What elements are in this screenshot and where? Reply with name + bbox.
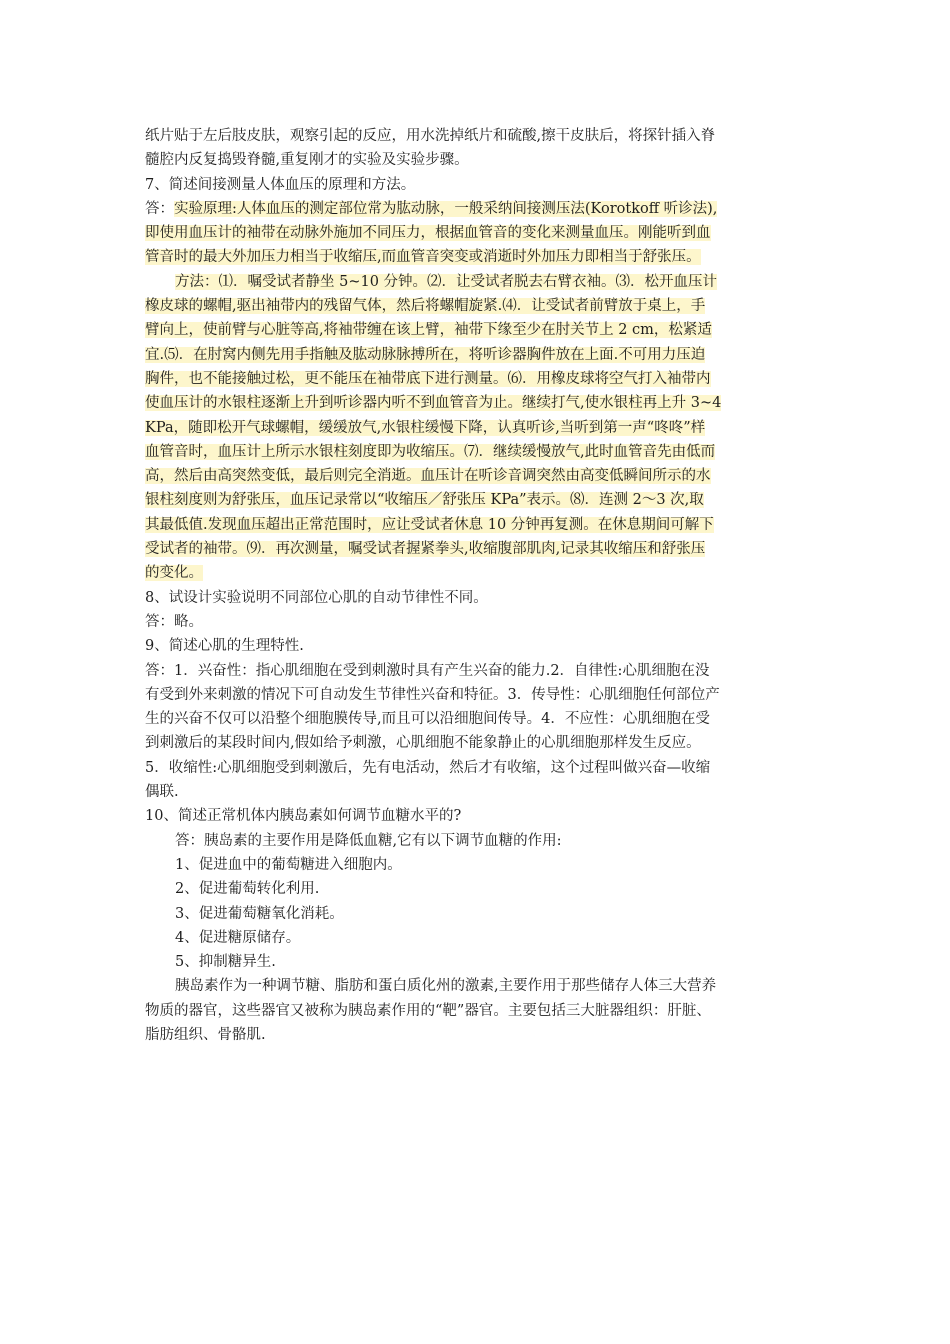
answer-10-paragraph: 物质的器官，这些器官又被称为胰岛素作用的“靶”器官。主要包括三大脏器组织：肝脏、 xyxy=(145,1002,711,1019)
answer-9-line: 生的兴奋不仅可以沿整个细胞膜传导,而且可以沿细胞间传导。4．不应性：心肌细胞在受 xyxy=(145,711,710,728)
highlighted-text: 受试者的袖带。⑼．再次测量，嘱受试者握紧拳头,收缩腹部肌肉,记录其收缩压和舒张压 xyxy=(145,541,706,558)
question-10: 10、简述正常机体内胰岛素如何调节血糖水平的? xyxy=(145,808,462,825)
answer-10-paragraph: 脂肪组织、骨骼肌. xyxy=(145,1026,266,1043)
text-line: 髓腔内反复捣毁脊髓,重复刚才的实验及实验步骤。 xyxy=(145,152,469,169)
answer-10-paragraph: 胰岛素作为一种调节糖、脂肪和蛋白质化州的激素,主要作用于那些储存人体三大营养 xyxy=(175,978,717,995)
answer-9-line: 到刺激后的某段时间内,假如给予刺激，心肌细胞不能象静止的心肌细胞那样发生反应。 xyxy=(145,735,701,752)
highlighted-text: 血管音时，血压计上所示水银柱刻度即为收缩压。⑺．继续缓慢放气,此时血管音先由低而 xyxy=(145,443,716,460)
question-8: 8、试设计实验说明不同部位心肌的自动节律性不同。 xyxy=(145,589,488,606)
answer-9-line: 答：1．兴奋性：指心肌细胞在受到刺激时具有产生兴奋的能力.2．自律性:心肌细胞在没 xyxy=(145,662,710,679)
highlighted-text: 臂向上，使前臂与心脏等高,将袖带缠在该上臂，袖带下缘至少在肘关节上 2 cm，松紧适 xyxy=(145,322,712,339)
list-item: 2、促进葡萄转化利用. xyxy=(175,881,320,898)
highlighted-text: 宜.⑸．在肘窝内侧先用手指触及肱动脉脉搏所在，将听诊器胸件放在上面.不可用力压迫 xyxy=(145,346,706,363)
answer-7-line xyxy=(145,197,813,221)
answer-9-line: 偶联. xyxy=(145,784,179,801)
list-item: 4、促进糖原储存。 xyxy=(175,929,301,946)
answer-10-intro: 答：胰岛素的主要作用是降低血糖,它有以下调节血糖的作用: xyxy=(175,832,562,849)
answer-9-line: 5．收缩性:心肌细胞受到刺激后，先有电活动，然后才有收缩，这个过程叫做兴奋—收缩 xyxy=(145,759,711,776)
highlighted-text: KPa，随即松开气球螺帽，缓缓放气,水银柱缓慢下降，认真听诊,当听到第一声“咚咚”样 xyxy=(145,419,706,436)
question-7: 7、简述间接测量人体血压的原理和方法。 xyxy=(145,176,416,193)
highlighted-text: 的变化。 xyxy=(145,565,203,582)
highlighted-text: 银柱刻度则为舒张压，血压记录常以“收缩压／舒张压 KPa”表示。⑻．连测 2～3 次,取 xyxy=(145,492,704,509)
document-body xyxy=(145,124,813,1047)
answer-8: 答：略。 xyxy=(145,613,203,630)
highlighted-text: 使血压计的水银柱逐渐上升到听诊器内听不到血管音为止。继续打气,使水银柱再上升 3~4 xyxy=(145,395,722,412)
list-item: 1、促进血中的葡萄糖进入细胞内。 xyxy=(175,856,402,873)
highlighted-text: 即使用血压计的袖带在动脉外施加不同压力，根据血管音的变化来测量血压。刚能听到血 xyxy=(145,225,711,242)
highlighted-text: 其最低值.发现血压超出正常范围时，应让受试者休息 10 分钟再复测。在休息期间可解下 xyxy=(145,516,714,533)
highlighted-text: 橡皮球的螺帽,驱出袖带内的残留气体，然后将螺帽旋紧.⑷．让受试者前臂放于桌上，手 xyxy=(145,298,706,315)
answer-9-line: 有受到外来刺激的情况下可自动发生节律性兴奋和特征。3．传导性：心肌细胞任何部位产 xyxy=(145,686,720,703)
highlighted-text: 胸件，也不能接触过松，更不能压在袖带底下进行测量。⑹．用橡皮球将空气打入袖带内 xyxy=(145,370,711,387)
highlighted-text: 方法：⑴．嘱受试者静坐 5~10 分钟。⑵．让受试者脱去右臂衣袖。⑶．松开血压计 xyxy=(175,273,718,290)
text-line: 纸片贴于左后肢皮肤，观察引起的反应，用水洗掉纸片和硫酸,擦干皮肤后，将探针插入脊 xyxy=(145,128,716,144)
list-item: 5、抑制糖异生. xyxy=(175,954,276,971)
question-9: 9、简述心肌的生理特性. xyxy=(145,638,304,655)
list-item: 3、促进葡萄糖氧化消耗。 xyxy=(175,905,344,922)
answer-label: 答： xyxy=(145,200,174,217)
highlighted-text: 管音时的最大外加压力相当于收缩压,而血管音突变或消逝时外加压力即相当于舒张压。 xyxy=(145,249,701,266)
highlighted-text: 实验原理:人体血压的测定部位常为肱动脉，一般采纳间接测压法(Korotkoff 听诊法), xyxy=(174,200,718,217)
highlighted-text: 高，然后由高突然变低，最后则完全消逝。血压计在听诊音调突然由高变低瞬间所示的水 xyxy=(145,468,711,485)
